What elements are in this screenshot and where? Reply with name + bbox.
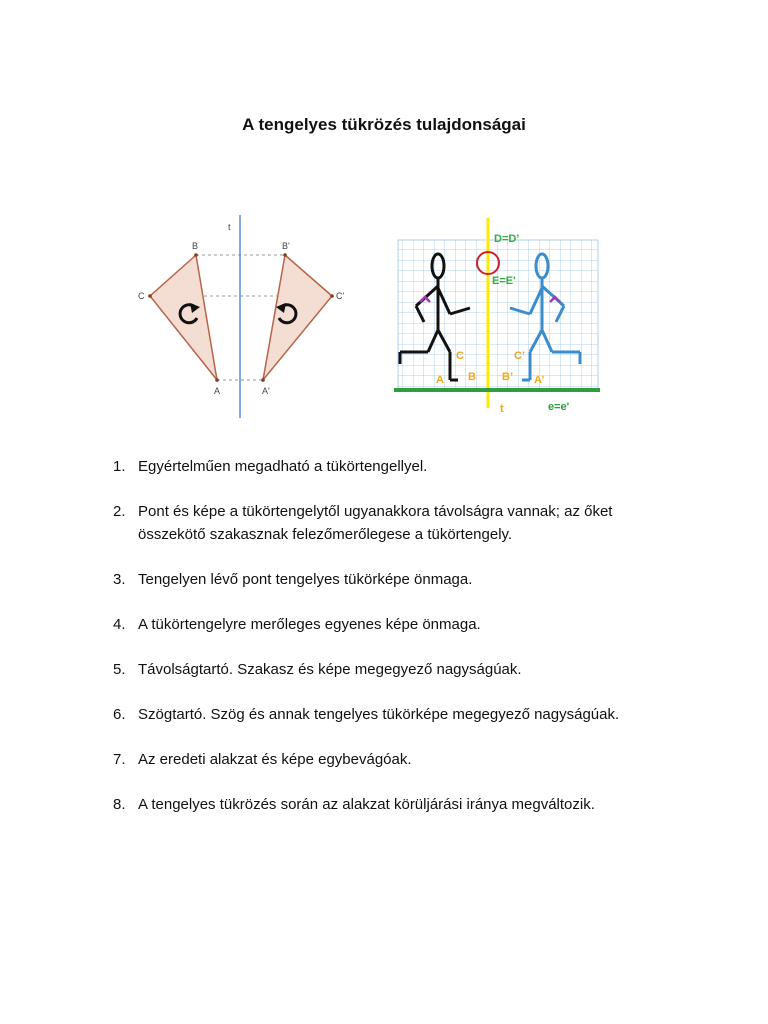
- original-kite: [150, 255, 217, 380]
- svg-text:C': C': [336, 291, 345, 301]
- svg-text:B: B: [192, 241, 199, 251]
- properties-list: [113, 455, 673, 838]
- svg-text:D=D’: D=D’: [494, 233, 520, 245]
- svg-text:B': B': [282, 241, 290, 251]
- svg-text:C: C: [138, 291, 145, 301]
- list-item: 7. Az eredeti alakzat és képe egybevágóak.: [113, 751, 412, 768]
- list-item: 6. Szögtartó. Szög és annak tengelyes tükörképe megegyező nagyságúak.: [113, 706, 620, 723]
- list-item: 4. A tükörtengelyre merőleges egyenes képe önmaga.: [113, 616, 481, 633]
- svg-text:B’: B’: [502, 371, 513, 383]
- axis-label: t: [228, 222, 231, 232]
- svg-text:C’: C’: [514, 350, 525, 362]
- list-item: 2. Pont és képe a tükörtengelytől ugyanakkora távolságra vannak; az őket összekötő szakasznak felezőmerőlegese a tükörtengely.: [113, 503, 613, 543]
- svg-text:C: C: [456, 350, 464, 362]
- svg-text:A’: A’: [534, 374, 545, 386]
- svg-text:E=E': E=E': [492, 275, 516, 287]
- page-title: A tengelyes tükrözés tulajdonságai: [242, 115, 526, 134]
- svg-text:A: A: [214, 386, 221, 396]
- list-item: 8. A tengelyes tükrözés során az alakzat körüljárási iránya megváltozik.: [113, 796, 595, 813]
- list-item: 1. Egyértelműen megadható a tükörtengellyel.: [113, 458, 428, 475]
- svg-text:B: B: [468, 371, 476, 383]
- list-item: 3. Tengelyen lévő pont tengelyes tükörképe önmaga.: [113, 571, 473, 588]
- kite-reflection-figure: [128, 210, 358, 420]
- mirrored-kite: [263, 255, 332, 380]
- svg-text:A': A': [262, 386, 270, 396]
- stick-figure-reflection: [392, 218, 602, 418]
- list-item: 5. Távolságtartó. Szakasz és képe megegyező nagyságúak.: [113, 661, 522, 678]
- svg-text:t: t: [500, 403, 504, 415]
- svg-text:e=e': e=e': [548, 401, 570, 413]
- svg-text:A: A: [436, 374, 444, 386]
